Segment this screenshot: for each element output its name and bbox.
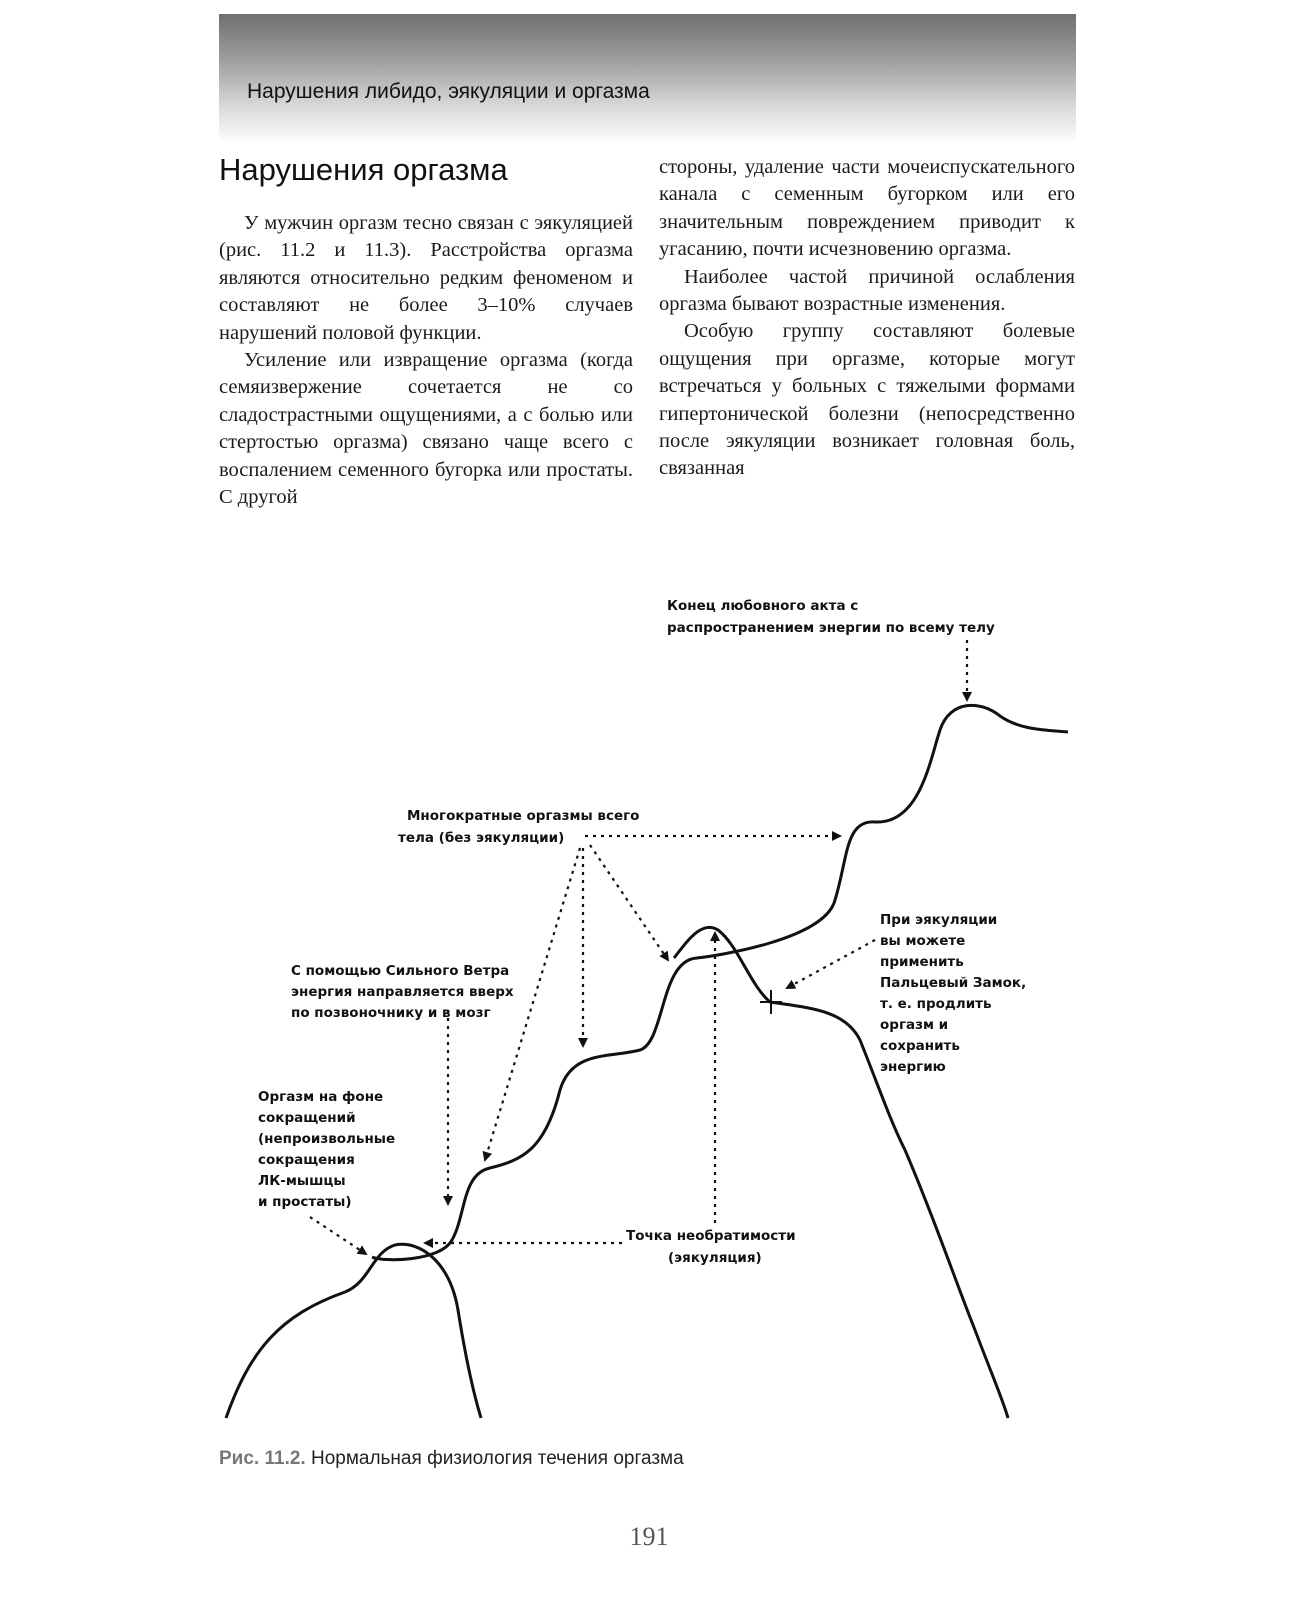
right-paragraph-3: Особую группу составляют болевые ощущения при оргазме, которые могут встречаться у больных с тяжелыми формами гипертонической болезни (непосредственно после эякуляции возникает головная боль, связанная bbox=[659, 320, 1075, 480]
section-title: Нарушения оргазма bbox=[219, 152, 508, 187]
label-contractions: Оргазм на фоне сокращений (непроизвольные сокращения ЛК-мышцы и простаты) bbox=[258, 1089, 396, 1210]
figure-caption-label: Рис. 11.2. bbox=[219, 1448, 306, 1469]
arrow-multiple-to-lower bbox=[485, 848, 580, 1160]
label-strong-wind: С помощью Сильного Ветра энергия направляется вверх по позвоночнику и в мозг bbox=[291, 963, 514, 1021]
arrow-multiple-to-ejaculation bbox=[590, 845, 668, 960]
left-paragraph-2: Усиление или извращение оргазма (когда семяизвержение сочетается не со сладострастными ощущениями, а с болью или стертостью оргазма) связано чаще всего с воспалением семенного бугорка или простаты. С другой bbox=[219, 349, 633, 509]
label-point-of-no-return: Точка необратимости (эякуляция) bbox=[626, 1228, 796, 1266]
running-header-title: Нарушения либидо, эякуляции и оргазма bbox=[247, 80, 650, 103]
first-orgasm-hill bbox=[226, 1244, 481, 1418]
right-paragraph-1: стороны, удаление части мочеиспускательного канала с семенным бугорком или его значительным повреждением приводит к угасанию, почти исчезновению оргазма. bbox=[659, 156, 1075, 261]
label-multiple-orgasms: Многократные оргазмы всего тела (без эякуляции) bbox=[398, 808, 640, 846]
label-finger-lock: При эякуляции вы можете применить Пальцевый Замок, т. е. продлить оргазм и сохранить энергию bbox=[880, 912, 1027, 1075]
arrow-contractions bbox=[310, 1217, 366, 1254]
right-paragraph-2: Наиболее частой причиной ослабления оргазма бывают возрастные изменения. bbox=[659, 265, 1075, 316]
page-number: 191 bbox=[629, 1522, 669, 1551]
left-paragraph-1: У мужчин оргазм тесно связан с эякуляцией (рис. 11.2 и 11.3). Расстройства оргазма являются относительно редким феноменом и составляют не более 3–10% случаев нарушений половой функции. bbox=[219, 212, 633, 344]
figure-caption-text: Нормальная физиология течения оргазма bbox=[305, 1448, 684, 1469]
figure-caption bbox=[219, 1448, 684, 1470]
arrow-lock bbox=[787, 940, 875, 988]
label-end-of-act: Конец любовного акта с распространением энергии по всему телу bbox=[667, 598, 995, 636]
